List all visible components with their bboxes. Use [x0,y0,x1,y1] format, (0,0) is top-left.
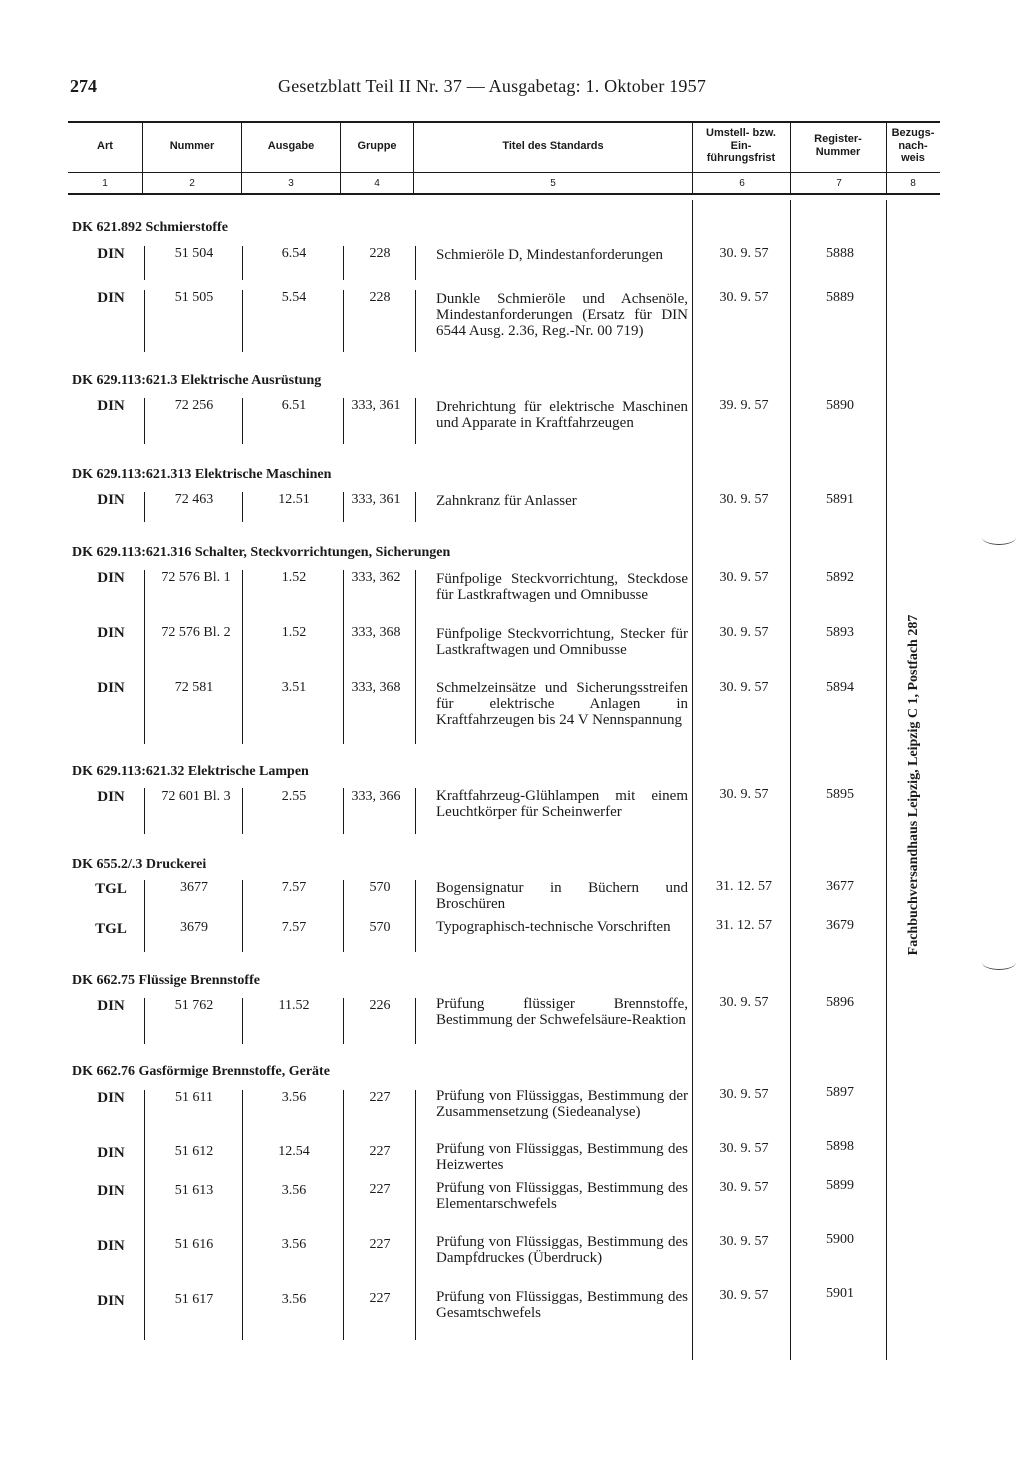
cell-titel: Zahnkranz für Anlasser [436,493,577,509]
cell-nummer: 51 616 [174,1237,214,1252]
cell-gruppe: 570 [369,880,391,895]
cell-termin: 30. 9. 57 [719,290,769,305]
cell-register: 5892 [826,570,854,585]
cell-termin: 31. 12. 57 [716,879,772,894]
binding-mark [982,955,1016,970]
cell-ausgabe: 7.57 [281,880,307,895]
cell-art: DIN [97,680,125,696]
column-number: 3 [288,178,294,189]
cell-register: 5896 [826,995,854,1010]
column-header-gruppe: Gruppe [357,139,397,152]
cell-register: 5891 [826,492,854,507]
cell-gruppe: 228 [369,246,391,261]
cell-ausgabe: 6.54 [281,246,307,261]
cell-register: 5890 [826,398,854,413]
cell-termin: 30. 9. 57 [719,246,769,261]
cell-nummer: 3677 [180,880,208,895]
cell-art: DIN [97,1183,125,1199]
cell-register: 5894 [826,680,854,695]
cell-art: DIN [97,625,125,641]
cell-titel: Schmieröle D, Mindestanforderungen [436,247,664,263]
cell-termin: 30. 9. 57 [719,1234,769,1249]
cell-nummer: 51 504 [174,246,214,261]
cell-ausgabe: 3.56 [281,1183,307,1198]
cell-gruppe: 227 [369,1090,391,1105]
cell-gruppe: 333, 361 [351,492,401,507]
cell-gruppe: 333, 361 [351,398,401,413]
section-heading: DK 655.2/.3 Druckerei [72,857,207,872]
cell-titel: Fünfpolige Steckvorrichtung, Stecker für Lastkraftwagen und Omnibusse [436,626,688,658]
cell-nummer: 51 617 [174,1292,214,1307]
cell-gruppe: 227 [369,1182,391,1197]
cell-gruppe: 333, 368 [351,625,401,640]
cell-titel: Fünfpolige Steckvorrichtung, Steckdose für Lastkraftwagen und Omnibusse [436,571,688,603]
column-number: 2 [189,178,195,189]
cell-nummer: 72 576 Bl. 1 [161,570,231,585]
column-number: 1 [102,178,108,189]
cell-titel: Prüfung von Flüssiggas, Bestimmung des Elementarschwefels [436,1180,688,1212]
cell-ausgabe: 11.52 [278,998,310,1013]
cell-gruppe: 570 [369,920,391,935]
cell-register: 5899 [826,1178,854,1193]
cell-nummer: 72 256 [174,398,214,413]
cell-nummer: 72 601 Bl. 3 [161,789,231,804]
cell-ausgabe: 5.54 [281,290,307,305]
cell-titel: Prüfung von Flüssiggas, Bestimmung der Zusammensetzung (Siedeanalyse) [436,1088,688,1120]
cell-art: TGL [95,881,127,897]
cell-titel: Prüfung von Flüssiggas, Bestimmung des Dampfdruckes (Überdruck) [436,1234,688,1266]
cell-ausgabe: 1.52 [281,625,307,640]
cell-nummer: 51 611 [175,1090,213,1105]
cell-termin: 30. 9. 57 [719,995,769,1010]
page-header: Gesetzblatt Teil II Nr. 37 — Ausgabetag: 1. Oktober 1957 [278,76,707,96]
column-number: 4 [374,178,380,189]
column-header-nummer: Nummer [169,139,215,152]
column-number: 6 [739,178,745,189]
section-heading: DK 629.113:621.32 Elektrische Lampen [72,764,309,779]
cell-gruppe: 227 [369,1144,391,1159]
cell-art: DIN [97,492,125,508]
cell-register: 5888 [826,246,854,261]
cell-gruppe: 333, 368 [351,680,401,695]
cell-termin: 31. 12. 57 [716,918,772,933]
cell-nummer: 51 612 [174,1144,214,1159]
cell-register: 5898 [826,1139,854,1154]
section-heading: DK 662.75 Flüssige Brennstoffe [72,973,260,988]
cell-ausgabe: 3.56 [281,1237,307,1252]
cell-titel: Bogensignatur in Büchern und Broschüren [436,880,688,912]
cell-gruppe: 333, 362 [351,570,401,585]
publisher-imprint: Fachbuchversandhaus Leipzig, Leipzig C 1, Postfach 287 [906,614,921,956]
column-header-register: Register- Nummer [814,133,862,158]
cell-art: DIN [97,290,125,306]
column-header-ausgabe: Ausgabe [267,139,315,152]
cell-nummer: 51 762 [174,998,214,1013]
cell-art: DIN [97,1090,125,1106]
cell-art: DIN [97,789,125,805]
cell-ausgabe: 12.51 [278,492,310,507]
column-number: 5 [550,178,556,189]
cell-art: DIN [97,1293,125,1309]
cell-nummer: 72 576 Bl. 2 [161,625,231,640]
column-number: 7 [836,178,842,189]
cell-termin: 30. 9. 57 [719,680,769,695]
cell-titel: Prüfung flüssiger Brennstoffe, Bestimmung der Schwefelsäure-Reaktion [436,996,688,1028]
cell-nummer: 3679 [180,920,208,935]
cell-ausgabe: 7.57 [281,920,307,935]
cell-register: 3679 [826,918,854,933]
cell-register: 5889 [826,290,854,305]
cell-gruppe: 227 [369,1291,391,1306]
cell-art: DIN [97,998,125,1014]
cell-titel: Prüfung von Flüssiggas, Bestimmung des Heizwertes [436,1141,688,1173]
cell-gruppe: 228 [369,290,391,305]
cell-ausgabe: 3.51 [281,680,307,695]
cell-register: 5897 [826,1085,854,1100]
cell-titel: Dunkle Schmieröle und Achsenöle, Mindestanforderungen (Ersatz für DIN 6544 Ausg. 2.36, Reg.-Nr. 00 719) [436,291,688,339]
cell-art: DIN [97,1145,125,1161]
cell-termin: 30. 9. 57 [719,1180,769,1195]
cell-ausgabe: 2.55 [281,789,307,804]
cell-ausgabe: 3.56 [281,1292,307,1307]
cell-termin: 30. 9. 57 [719,570,769,585]
section-heading: DK 621.892 Schmierstoffe [72,220,228,235]
cell-titel: Typographisch-technische Vorschriften [436,919,671,935]
cell-titel: Drehrichtung für elektrische Maschinen und Apparate in Kraftfahrzeugen [436,399,688,431]
section-heading: DK 629.113:621.3 Elektrische Ausrüstung [72,373,322,388]
cell-nummer: 72 463 [174,492,214,507]
cell-art: DIN [97,570,125,586]
cell-gruppe: 333, 366 [351,789,401,804]
column-header-frist: Umstell- bzw. Ein- führungsfrist [706,127,776,165]
column-number: 8 [910,178,916,189]
cell-nummer: 51 505 [174,290,214,305]
cell-ausgabe: 1.52 [281,570,307,585]
cell-termin: 30. 9. 57 [719,1288,769,1303]
cell-ausgabe: 12.54 [278,1144,310,1159]
cell-register: 5901 [826,1286,854,1301]
section-heading: DK 629.113:621.316 Schalter, Steckvorrichtungen, Sicherungen [72,545,451,560]
cell-nummer: 72 581 [174,680,214,695]
cell-termin: 39. 9. 57 [719,398,769,413]
cell-termin: 30. 9. 57 [719,625,769,640]
column-header-titel: Titel des Standards [502,139,604,152]
cell-art: DIN [97,246,125,262]
cell-art: DIN [97,1238,125,1254]
cell-termin: 30. 9. 57 [719,1087,769,1102]
section-heading: DK 629.113:621.313 Elektrische Maschinen [72,467,332,482]
column-rule [886,200,887,1360]
cell-termin: 30. 9. 57 [719,787,769,802]
cell-titel: Schmelzeinsätze und Sicherungsstreifen für elektrische Anlagen in Kraftfahrzeugen bis 24 V Nennspannung [436,680,688,728]
cell-art: DIN [97,398,125,414]
cell-nummer: 51 613 [174,1183,214,1198]
cell-termin: 30. 9. 57 [719,1141,769,1156]
section-heading: DK 662.76 Gasförmige Brennstoffe, Geräte [72,1064,330,1079]
page-number: 274 [70,76,97,96]
cell-gruppe: 227 [369,1237,391,1252]
cell-register: 5900 [826,1232,854,1247]
column-header-art: Art [97,139,113,152]
cell-titel: Kraftfahrzeug-Glühlampen mit einem Leuchtkörper für Scheinwerfer [436,788,688,820]
cell-register: 5893 [826,625,854,640]
cell-titel: Prüfung von Flüssiggas, Bestimmung des Gesamtschwefels [436,1289,688,1321]
cell-ausgabe: 6.51 [281,398,307,413]
cell-ausgabe: 3.56 [281,1090,307,1105]
cell-art: TGL [95,921,127,937]
cell-termin: 30. 9. 57 [719,492,769,507]
cell-gruppe: 226 [369,998,391,1013]
column-rule [692,200,693,1360]
cell-register: 5895 [826,787,854,802]
column-header-bezug: Bezugs- nach- weis [891,127,935,165]
binding-mark [982,530,1016,545]
cell-register: 3677 [826,879,854,894]
